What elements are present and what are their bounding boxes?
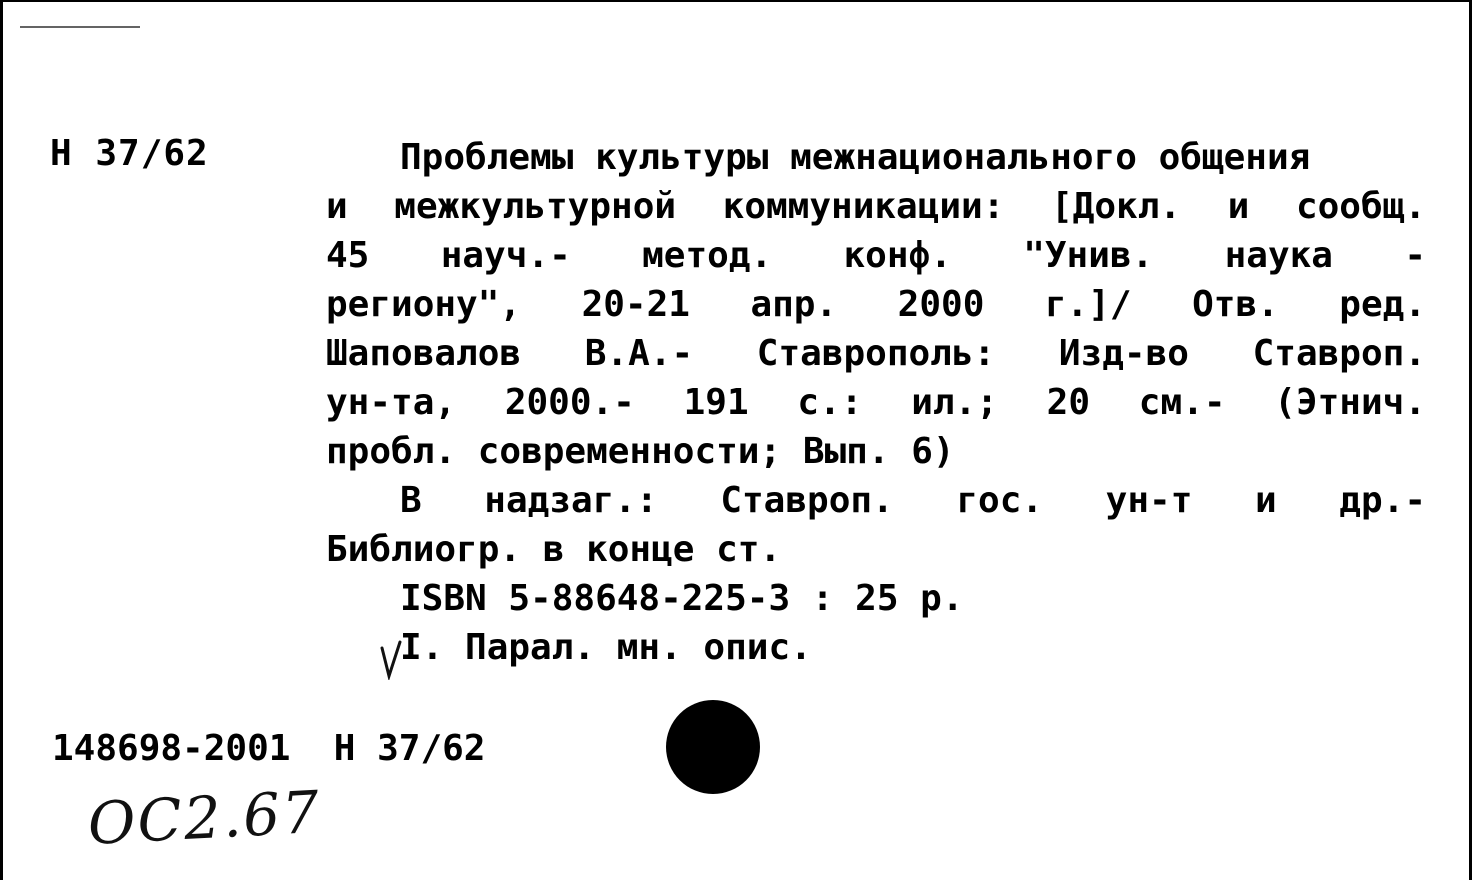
description-line: Проблемы культуры межнационального общения [400,137,1311,178]
description-line: ун-та, 2000.- 191 с.: ил.; 20 см.- (Этнич. [326,382,1426,423]
description-line: Шаповалов В.А.- Ставрополь: Изд-во Ставроп. [326,333,1426,374]
description-line: и межкультурной коммуникации: [Докл. и сообщ. [326,186,1426,227]
parallel-description-line: I. Парал. мн. опис. [400,627,812,668]
handwritten-classification-code: ОС2.67 [86,777,323,858]
punch-hole-dot [666,700,760,794]
isbn-line: ISBN 5-88648-225-3 : 25 р. [400,578,964,619]
description-line: региону", 20-21 апр. 2000 г.]/ Отв. ред. [326,284,1426,325]
note-line: В надзаг.: Ставроп. гос. ун-т и др.- [400,480,1426,521]
shelf-mark: Н 37/62 [50,133,209,174]
bibliographic-description [326,133,1426,672]
note-line: Библиогр. в конце ст. [326,529,782,570]
card-stub-line [20,26,140,28]
inventory-number: 148698-2001 Н 37/62 [52,728,486,769]
card-left-edge [0,0,3,880]
description-line: 45 науч.- метод. конф. "Унив. наука - [326,235,1426,276]
description-line: пробл. современности; Вып. 6) [326,431,955,472]
card-top-edge [0,0,1472,2]
handwritten-check-icon [380,640,402,680]
